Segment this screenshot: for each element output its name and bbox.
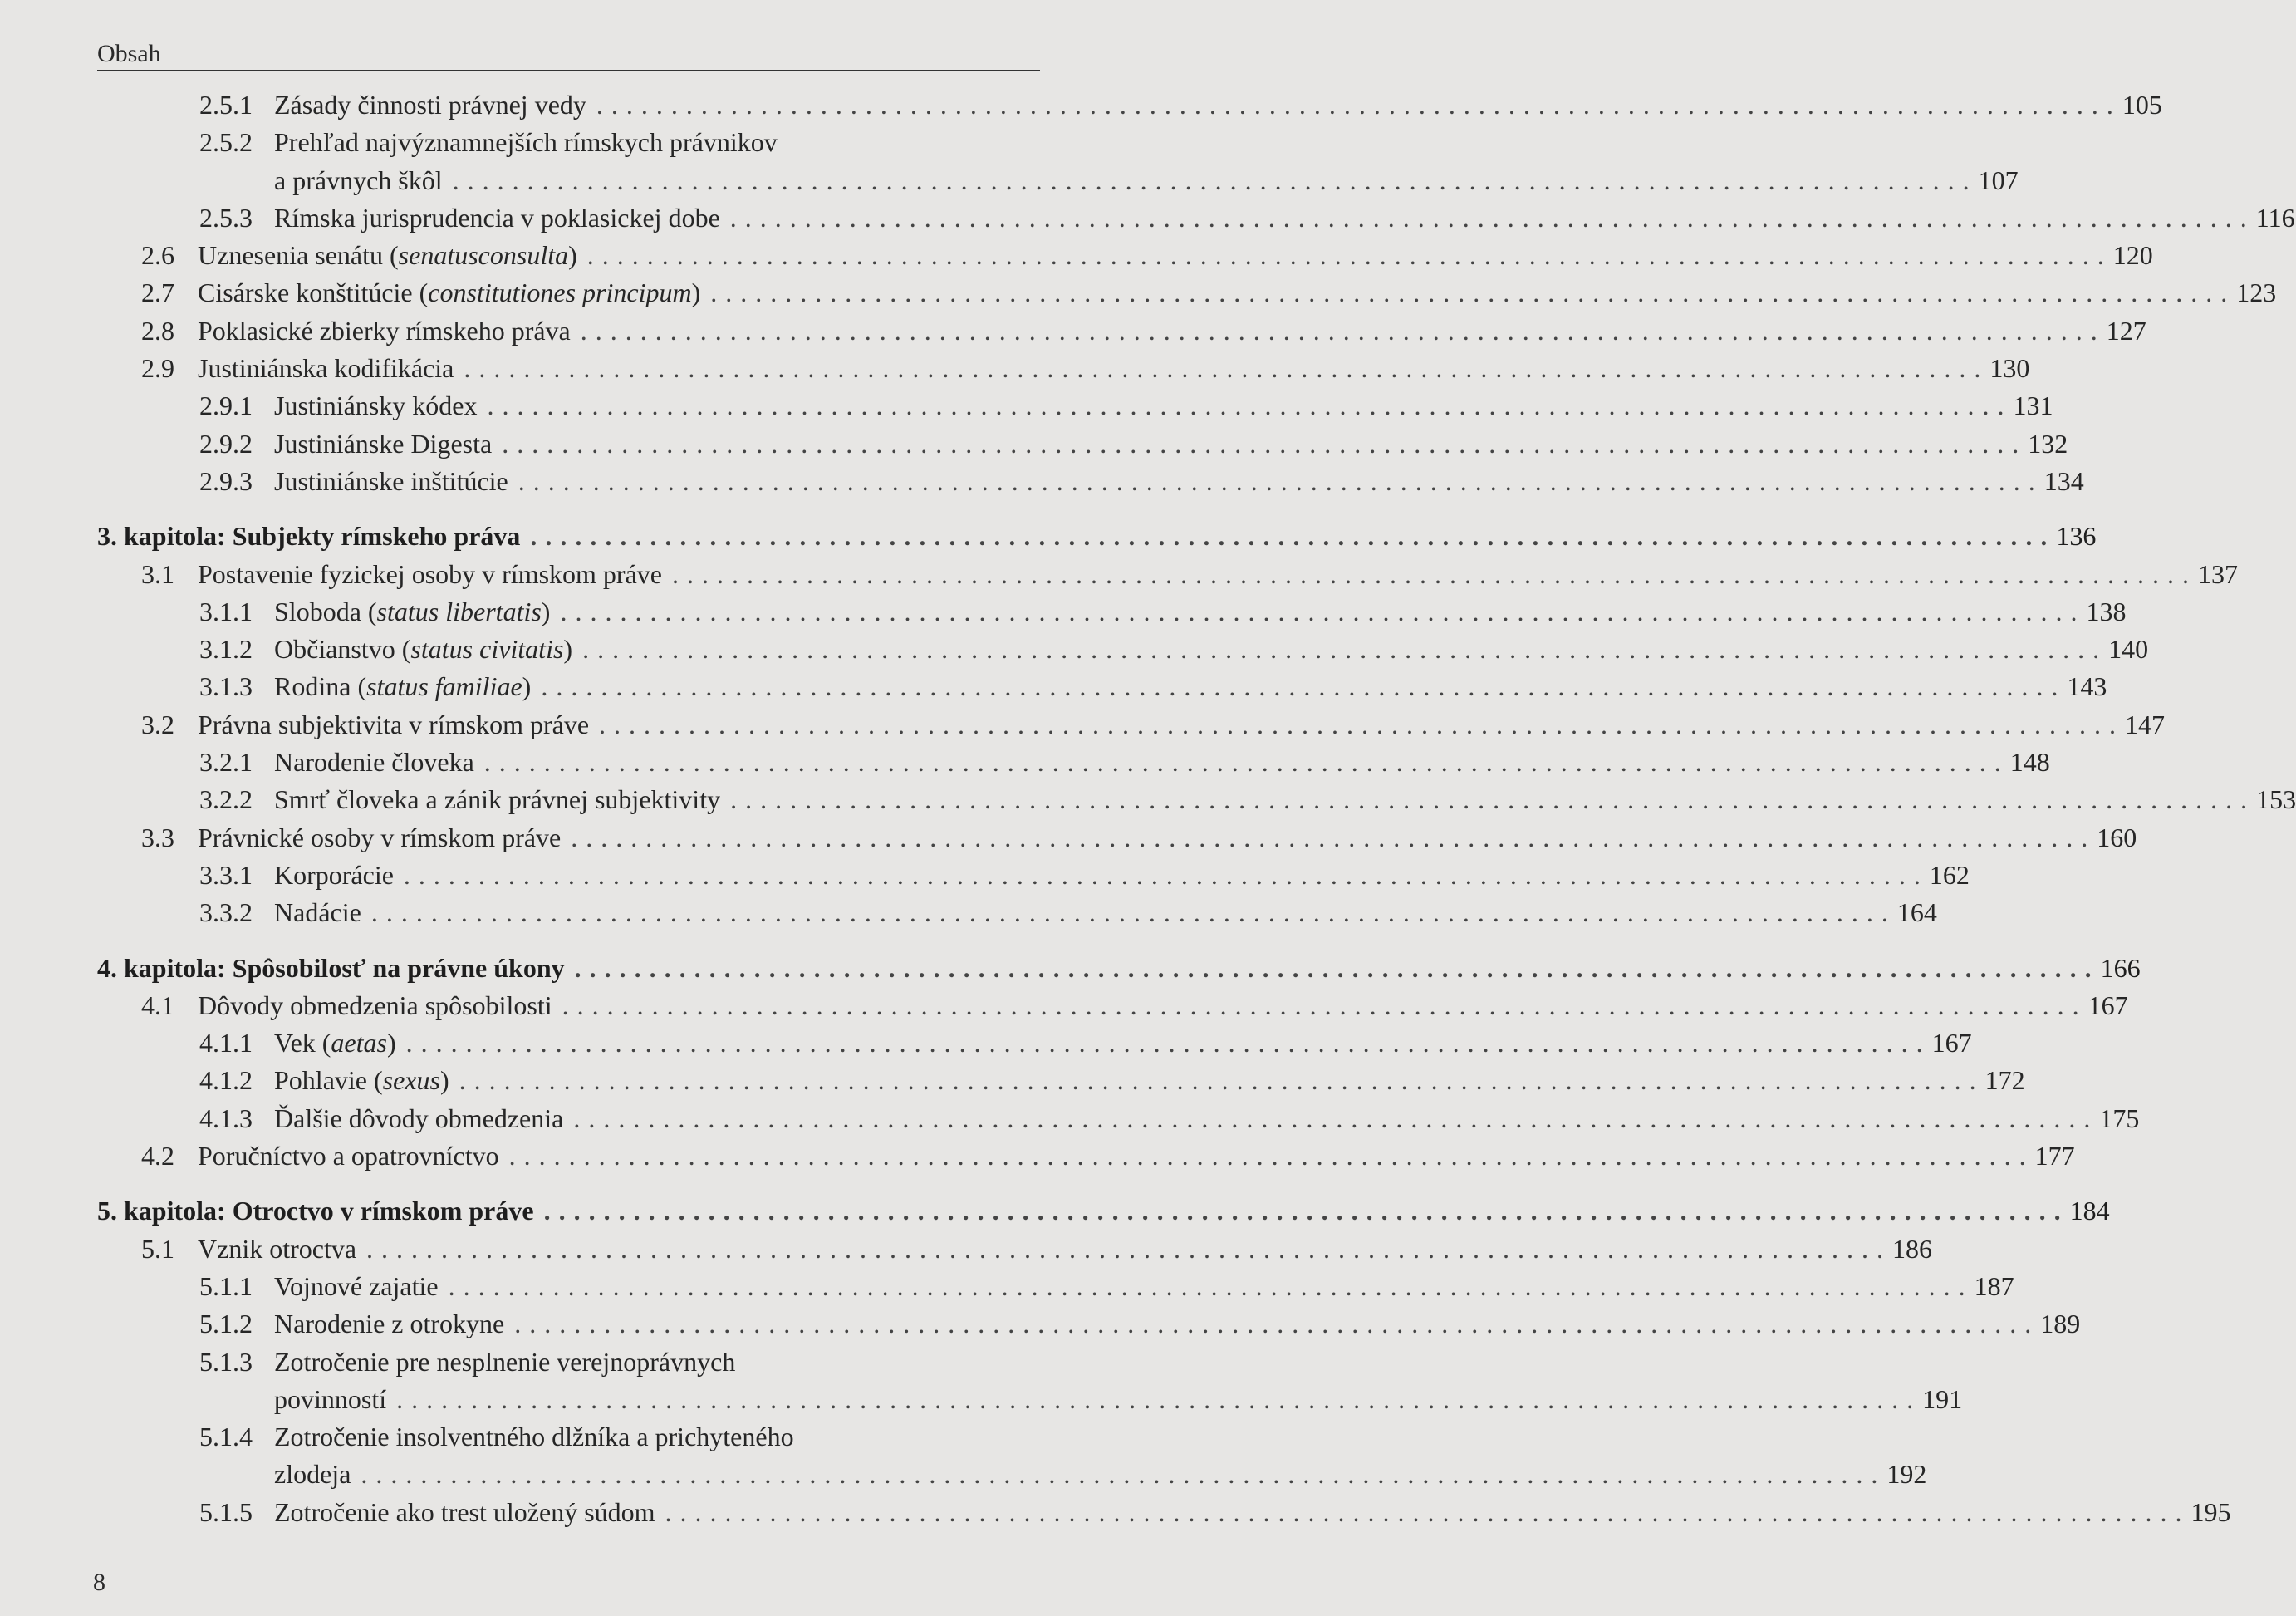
entry-title bbox=[198, 706, 589, 744]
latin-term: status civitatis bbox=[410, 634, 564, 665]
page-reference: 147 bbox=[2125, 709, 2166, 739]
entry-title bbox=[274, 86, 586, 124]
toc-entry[interactable] bbox=[0, 668, 2107, 705]
entry-title bbox=[274, 1343, 735, 1381]
entry-title-text: ) bbox=[563, 634, 573, 665]
latin-term: status familiae bbox=[366, 671, 522, 702]
toc-entry[interactable] bbox=[0, 86, 2162, 124]
entry-title bbox=[274, 162, 443, 199]
section-number: 5.1.1 bbox=[199, 1270, 253, 1301]
page-reference: 187 bbox=[1974, 1270, 2014, 1301]
toc-entry[interactable] bbox=[0, 1062, 2025, 1099]
section-number: 4.2 bbox=[141, 1141, 174, 1171]
header-rule bbox=[97, 70, 1040, 71]
entry-title-text: ) bbox=[439, 1065, 449, 1096]
chapter-gap bbox=[0, 1175, 1081, 1192]
section-number: 2.7 bbox=[141, 278, 174, 308]
entry-title-text: Narodenie človeka bbox=[274, 747, 474, 778]
entry-title-text: 4. kapitola: Spôsobilosť na právne úkony bbox=[97, 952, 565, 983]
entry-title bbox=[198, 819, 561, 857]
entry-title bbox=[274, 744, 474, 781]
toc-entry[interactable] bbox=[0, 124, 2019, 199]
page-reference: 143 bbox=[2067, 671, 2107, 702]
entry-title bbox=[274, 199, 720, 237]
page-reference: 127 bbox=[2106, 315, 2146, 346]
dot-leader: . . . . . . . . . . . . . . . . . . . . . . . . . . . . . . . . . . . . . . . . . . . . . . . . . . . . . . . . . . . . . . . . . . . . . . . . . . . . . . . . . . . . . . . . . . . . . . . . . . . . . . bbox=[582, 634, 2101, 665]
page-reference: 162 bbox=[1929, 859, 1970, 890]
entry-title bbox=[274, 1305, 504, 1343]
entry-title bbox=[274, 1381, 386, 1418]
latin-term: aetas bbox=[331, 1028, 387, 1059]
entry-title-text: Vek ( bbox=[274, 1028, 331, 1059]
toc-entry[interactable] bbox=[0, 463, 2084, 500]
dot-leader: . . . . . . . . . . . . . . . . . . . . . . . . . . . . . . . . . . . . . . . . . . . . . . . . . . . . . . . . . . . . . . . . . . . . . . . . . . . . . . . . . . . . . . . . . . . . . . . . . . . . . . bbox=[541, 671, 2059, 702]
section-number: 2.9.3 bbox=[199, 465, 253, 496]
entry-title-text: Poklasické zbierky rímskeho práva bbox=[198, 315, 571, 346]
entry-title bbox=[198, 987, 552, 1024]
section-number: 2.9.2 bbox=[199, 428, 253, 459]
entry-title bbox=[97, 518, 520, 555]
section-number: 3.2.2 bbox=[199, 784, 253, 815]
running-head: Obsah bbox=[97, 40, 161, 67]
entry-title bbox=[198, 556, 662, 593]
entry-title bbox=[274, 1062, 449, 1099]
entry-title bbox=[198, 1137, 499, 1175]
entry-title bbox=[274, 631, 572, 668]
chapter-gap bbox=[0, 932, 1081, 950]
page-reference: 167 bbox=[1931, 1028, 1972, 1059]
entry-title-text: 5. kapitola: Otroctvo v rímskom práve bbox=[97, 1196, 534, 1226]
dot-leader: . . . . . . . . . . . . . . . . . . . . . . . . . . . . . . . . . . . . . . . . . . . . . . . . . . . . . . . . . . . . . . . . . . . . . . . . . . . . . . . . . . . . . . . . . . . . . . . . . . . . . . bbox=[514, 1309, 2033, 1339]
toc-entry[interactable] bbox=[0, 593, 2127, 631]
section-number: 2.5.3 bbox=[199, 202, 253, 233]
toc-entry[interactable] bbox=[0, 1230, 1933, 1268]
page-reference: 138 bbox=[2086, 596, 2127, 626]
dot-leader: . . . . . . . . . . . . . . . . . . . . . . . . . . . . . . . . . . . . . . . . . . . . . . . . . . . . . . . . . . . . . . . . . . . . . . . . . . . . . . . . . . . . . . . . . . . . . . . . . . . . . . bbox=[543, 1196, 2062, 1226]
entry-title bbox=[274, 1100, 563, 1137]
entry-title-text: Poručníctvo a opatrovníctvo bbox=[198, 1141, 499, 1171]
section-number: 5.1.5 bbox=[199, 1496, 253, 1527]
section-number: 2.6 bbox=[141, 240, 174, 271]
toc-entry[interactable] bbox=[0, 1100, 2140, 1137]
section-number: 4.1 bbox=[141, 990, 174, 1020]
toc-entry[interactable] bbox=[0, 894, 1937, 931]
page-reference: 140 bbox=[2108, 634, 2149, 665]
entry-title bbox=[274, 857, 394, 894]
toc-entry[interactable] bbox=[0, 706, 2166, 744]
toc-entry[interactable] bbox=[0, 631, 2149, 668]
entry-title bbox=[274, 593, 550, 631]
entry-title bbox=[274, 1268, 439, 1305]
page-reference: 192 bbox=[1886, 1459, 1927, 1490]
toc-entry[interactable] bbox=[0, 744, 2050, 781]
section-number: 2.5.1 bbox=[199, 90, 253, 120]
entry-title-text: Právna subjektivita v rímskom práve bbox=[198, 709, 590, 739]
latin-term: sexus bbox=[382, 1065, 440, 1096]
dot-leader: . . . . . . . . . . . . . . . . . . . . . . . . . . . . . . . . . . . . . . . . . . . . . . . . . . . . . . . . . . . . . . . . . . . . . . . . . . . . . . . . . . . . . . . . . . . . . . . . . . . . . . bbox=[560, 596, 2078, 626]
page-reference: 148 bbox=[2009, 747, 2050, 778]
toc-entry[interactable] bbox=[0, 1137, 2075, 1175]
latin-term: constitutiones principum bbox=[428, 278, 692, 308]
page-reference: 191 bbox=[1922, 1383, 1963, 1414]
dot-leader: . . . . . . . . . . . . . . . . . . . . . . . . . . . . . . . . . . . . . . . . . . . . . . . . . . . . . . . . . . . . . . . . . . . . . . . . . . . . . . . . . . . . . . . . . . . . . . . . . . . . . . bbox=[665, 1496, 2183, 1527]
entry-title-text: Zotročenie insolventného dlžníka a prichyteného bbox=[274, 1422, 794, 1452]
entry-title bbox=[274, 463, 508, 500]
entry-title bbox=[198, 312, 571, 350]
page-reference: 164 bbox=[1896, 897, 1937, 928]
section-number: 2.5.2 bbox=[199, 127, 253, 158]
section-number: 3.2.1 bbox=[199, 747, 253, 778]
page-reference: 184 bbox=[2069, 1196, 2110, 1226]
entry-title-text: Sloboda ( bbox=[274, 596, 377, 626]
toc-entry[interactable] bbox=[0, 857, 1970, 894]
page-reference: 116 bbox=[2255, 202, 2295, 233]
section-number: 5.1.3 bbox=[199, 1346, 253, 1377]
entry-title-text: Rodina ( bbox=[274, 671, 367, 702]
toc-chapter-entry[interactable] bbox=[0, 518, 2097, 555]
section-number: 2.9.1 bbox=[199, 390, 253, 421]
section-number: 2.8 bbox=[141, 315, 174, 346]
entry-title bbox=[274, 781, 720, 818]
dot-leader: . . . . . . . . . . . . . . . . . . . . . . . . . . . . . . . . . . . . . . . . . . . . . . . . . . . . . . . . . . . . . . . . . . . . . . . . . . . . . . . . . . . . . . . . . . . . . . . . . . . . . . bbox=[596, 90, 2114, 120]
page-reference: 172 bbox=[1984, 1065, 2025, 1096]
section-number: 5.1.2 bbox=[199, 1309, 253, 1339]
entry-title-text: Občianstvo ( bbox=[274, 634, 411, 665]
entry-title-text: zlodeja bbox=[274, 1459, 351, 1490]
dot-leader: . . . . . . . . . . . . . . . . . . . . . . . . . . . . . . . . . . . . . . . . . . . . . . . . . . . . . . . . . . . . . . . . . . . . . . . . . . . . . . . . . . . . . . . . . . . . . . . . . . . . . . bbox=[487, 390, 2005, 421]
dot-leader: . . . . . . . . . . . . . . . . . . . . . . . . . . . . . . . . . . . . . . . . . . . . . . . . . . . . . . . . . . . . . . . . . . . . . . . . . . . . . . . . . . . . . . . . . . . . . . . . . . . . . . bbox=[574, 952, 2092, 983]
page-reference: 123 bbox=[2236, 278, 2277, 308]
dot-leader: . . . . . . . . . . . . . . . . . . . . . . . . . . . . . . . . . . . . . . . . . . . . . . . . . . . . . . . . . . . . . . . . . . . . . . . . . . . . . . . . . . . . . . . . . . . . . . . . . . . . . . bbox=[599, 709, 2117, 739]
section-number: 3.1.3 bbox=[199, 671, 253, 702]
entry-title-text: Dôvody obmedzenia spôsobilosti bbox=[198, 990, 552, 1020]
page-reference: 105 bbox=[2122, 90, 2162, 120]
page-reference: 107 bbox=[1978, 165, 2019, 195]
toc-entry[interactable] bbox=[0, 425, 2068, 463]
page-reference: 160 bbox=[2097, 822, 2137, 852]
entry-title-text: a právnych škôl bbox=[274, 165, 443, 195]
toc-entry[interactable] bbox=[0, 387, 2053, 425]
entry-title-text: Justiniánsky kódex bbox=[274, 390, 478, 421]
dot-leader: . . . . . . . . . . . . . . . . . . . . . . . . . . . . . . . . . . . . . . . . . . . . . . . . . . . . . . . . . . . . . . . . . . . . . . . . . . . . . . . . . . . . . . . . . . . . . . . . . . . . . . bbox=[366, 1233, 1885, 1264]
dot-leader: . . . . . . . . . . . . . . . . . . . . . . . . . . . . . . . . . . . . . . . . . . . . . . . . . . . . . . . . . . . . . . . . . . . . . . . . . . . . . . . . . . . . . . . . . . . . . . . . . . . . . . bbox=[586, 240, 2105, 271]
entry-title-text: Právnické osoby v rímskom práve bbox=[198, 822, 562, 852]
entry-title-text: 3. kapitola: Subjekty rímskeho práva bbox=[97, 521, 521, 552]
entry-title-text: Postavenie fyzickej osoby v rímskom práve bbox=[198, 558, 662, 589]
dot-leader: . . . . . . . . . . . . . . . . . . . . . . . . . . . . . . . . . . . . . . . . . . . . . . . . . . . . . . . . . . . . . . . . . . . . . . . . . . . . . . . . . . . . . . . . . . . . . . . . . . . . . . bbox=[562, 990, 2080, 1020]
toc-entry[interactable] bbox=[0, 1343, 1963, 1419]
section-number: 3.1.1 bbox=[199, 596, 253, 626]
entry-title-text: Narodenie z otrokyne bbox=[274, 1309, 505, 1339]
section-number: 4.1.2 bbox=[199, 1065, 253, 1096]
section-number: 5.1.4 bbox=[199, 1422, 253, 1452]
table-of-contents bbox=[0, 86, 2296, 1531]
page-reference: 177 bbox=[2034, 1141, 2075, 1171]
entry-title-text: Justiniánske Digesta bbox=[274, 428, 493, 459]
section-number: 3.3.2 bbox=[199, 897, 253, 928]
entry-title-text: Zotročenie pre nesplnenie verejnoprávnych bbox=[274, 1346, 736, 1377]
entry-title bbox=[198, 274, 700, 312]
page-reference: 131 bbox=[2013, 390, 2053, 421]
section-number: 3.1 bbox=[141, 558, 174, 589]
dot-leader: . . . . . . . . . . . . . . . . . . . . . . . . . . . . . . . . . . . . . . . . . . . . . . . . . . . . . . . . . . . . . . . . . . . . . . . . . . . . . . . . . . . . . . . . . . . . . . . . . . . . . . bbox=[573, 1103, 2092, 1133]
entry-title-text: Vojnové zajatie bbox=[274, 1270, 439, 1301]
entry-title-text: Nadácie bbox=[274, 897, 361, 928]
page-reference: 130 bbox=[1989, 353, 2030, 384]
page-reference: 134 bbox=[2043, 465, 2084, 496]
page-reference: 166 bbox=[2100, 952, 2141, 983]
entry-title-text: ) bbox=[522, 671, 532, 702]
section-number: 3.2 bbox=[141, 709, 174, 739]
dot-leader: . . . . . . . . . . . . . . . . . . . . . . . . . . . . . . . . . . . . . . . . . . . . . . . . . . . . . . . . . . . . . . . . . . . . . . . . . . . . . . . . . . . . . . . . . . . . . . . . . . . . . . bbox=[710, 278, 2229, 308]
entry-title-text: Ďalšie dôvody obmedzenia bbox=[274, 1103, 564, 1133]
entry-title-text: Uznesenia senátu ( bbox=[198, 240, 399, 271]
toc-entry[interactable] bbox=[0, 556, 2238, 593]
dot-leader: . . . . . . . . . . . . . . . . . . . . . . . . . . . . . . . . . . . . . . . . . . . . . . . . . . . . . . . . . . . . . . . . . . . . . . . . . . . . . . . . . . . . . . . . . . . . . . . . . . . . . . bbox=[571, 822, 2089, 852]
entry-title bbox=[274, 1494, 655, 1531]
entry-title bbox=[274, 124, 778, 161]
entry-title bbox=[274, 1418, 794, 1456]
entry-title-text: Smrť človeka a zánik právnej subjektivity bbox=[274, 784, 721, 815]
toc-entry[interactable] bbox=[0, 274, 2277, 312]
page-reference: 137 bbox=[2197, 558, 2238, 589]
dot-leader: . . . . . . . . . . . . . . . . . . . . . . . . . . . . . . . . . . . . . . . . . . . . . . . . . . . . . . . . . . . . . . . . . . . . . . . . . . . . . . . . . . . . . . . . . . . . . . . . . . . . . . bbox=[483, 747, 2002, 778]
dot-leader: . . . . . . . . . . . . . . . . . . . . . . . . . . . . . . . . . . . . . . . . . . . . . . . . . . . . . . . . . . . . . . . . . . . . . . . . . . . . . . . . . . . . . . . . . . . . . . . . . . . . . . bbox=[405, 1028, 1924, 1059]
page-reference: 167 bbox=[2087, 990, 2128, 1020]
page-reference: 175 bbox=[2099, 1103, 2140, 1133]
entry-title bbox=[198, 1230, 356, 1268]
page-reference: 136 bbox=[2056, 521, 2097, 552]
dot-leader: . . . . . . . . . . . . . . . . . . . . . . . . . . . . . . . . . . . . . . . . . . . . . . . . . . . . . . . . . . . . . . . . . . . . . . . . . . . . . . . . . . . . . . . . . . . . . . . . . . . . . . bbox=[729, 202, 2248, 233]
toc-entry[interactable] bbox=[0, 987, 2128, 1024]
entry-title bbox=[97, 950, 565, 987]
dot-leader: . . . . . . . . . . . . . . . . . . . . . . . . . . . . . . . . . . . . . . . . . . . . . . . . . . . . . . . . . . . . . . . . . . . . . . . . . . . . . . . . . . . . . . . . . . . . . . . . . . . . . . bbox=[448, 1270, 1966, 1301]
entry-title bbox=[97, 1192, 534, 1230]
toc-chapter-entry[interactable] bbox=[0, 1192, 2110, 1230]
entry-title-text: ) bbox=[386, 1028, 396, 1059]
toc-entry[interactable] bbox=[0, 237, 2153, 274]
dot-leader: . . . . . . . . . . . . . . . . . . . . . . . . . . . . . . . . . . . . . . . . . . . . . . . . . . . . . . . . . . . . . . . . . . . . . . . . . . . . . . . . . . . . . . . . . . . . . . . . . . . . . . bbox=[403, 859, 1921, 890]
toc-entry[interactable] bbox=[0, 819, 2137, 857]
entry-title bbox=[198, 237, 577, 274]
page-reference: 186 bbox=[1892, 1233, 1933, 1264]
dot-leader: . . . . . . . . . . . . . . . . . . . . . . . . . . . . . . . . . . . . . . . . . . . . . . . . . . . . . . . . . . . . . . . . . . . . . . . . . . . . . . . . . . . . . . . . . . . . . . . . . . . . . . bbox=[396, 1383, 1915, 1414]
entry-title-text: Cisárske konštitúcie ( bbox=[198, 278, 429, 308]
dot-leader: . . . . . . . . . . . . . . . . . . . . . . . . . . . . . . . . . . . . . . . . . . . . . . . . . . . . . . . . . . . . . . . . . . . . . . . . . . . . . . . . . . . . . . . . . . . . . . . . . . . . . . bbox=[502, 428, 2020, 459]
toc-entry[interactable] bbox=[0, 1268, 2014, 1305]
entry-title-text: Zotročenie ako trest uložený súdom bbox=[274, 1496, 655, 1527]
dot-leader: . . . . . . . . . . . . . . . . . . . . . . . . . . . . . . . . . . . . . . . . . . . . . . . . . . . . . . . . . . . . . . . . . . . . . . . . . . . . . . . . . . . . . . . . . . . . . . . . . . . . . . bbox=[464, 353, 1982, 384]
section-number: 3.3.1 bbox=[199, 859, 253, 890]
entry-title bbox=[198, 350, 454, 387]
toc-entry[interactable] bbox=[0, 199, 2295, 237]
toc-entry[interactable] bbox=[0, 1305, 2081, 1343]
entry-title-text: povinností bbox=[274, 1383, 387, 1414]
entry-title bbox=[274, 894, 361, 931]
dot-leader: . . . . . . . . . . . . . . . . . . . . . . . . . . . . . . . . . . . . . . . . . . . . . . . . . . . . . . . . . . . . . . . . . . . . . . . . . . . . . . . . . . . . . . . . . . . . . . . . . . . . . . bbox=[730, 784, 2249, 815]
toc-entry[interactable] bbox=[0, 1418, 1927, 1494]
toc-chapter-entry[interactable] bbox=[0, 950, 2141, 987]
entry-title-text: ) bbox=[691, 278, 701, 308]
section-number: 3.1.2 bbox=[199, 634, 253, 665]
entry-title bbox=[274, 387, 477, 425]
entry-title bbox=[274, 668, 531, 705]
entry-title-text: ) bbox=[541, 596, 551, 626]
toc-entry[interactable] bbox=[0, 781, 2296, 818]
section-number: 2.9 bbox=[141, 353, 174, 384]
section-number: 4.1.3 bbox=[199, 1103, 253, 1133]
entry-title-text: Pohlavie ( bbox=[274, 1065, 383, 1096]
entry-title bbox=[274, 1456, 351, 1493]
toc-entry[interactable] bbox=[0, 312, 2146, 350]
dot-leader: . . . . . . . . . . . . . . . . . . . . . . . . . . . . . . . . . . . . . . . . . . . . . . . . . . . . . . . . . . . . . . . . . . . . . . . . . . . . . . . . . . . . . . . . . . . . . . . . . . . . . . bbox=[671, 558, 2190, 589]
dot-leader: . . . . . . . . . . . . . . . . . . . . . . . . . . . . . . . . . . . . . . . . . . . . . . . . . . . . . . . . . . . . . . . . . . . . . . . . . . . . . . . . . . . . . . . . . . . . . . . . . . . . . . bbox=[370, 897, 1889, 928]
dot-leader: . . . . . . . . . . . . . . . . . . . . . . . . . . . . . . . . . . . . . . . . . . . . . . . . . . . . . . . . . . . . . . . . . . . . . . . . . . . . . . . . . . . . . . . . . . . . . . . . . . . . . . bbox=[361, 1459, 1879, 1490]
entry-title bbox=[274, 1024, 396, 1062]
entry-title-text: Rímska jurisprudencia v poklasickej dobe bbox=[274, 202, 720, 233]
section-number: 4.1.1 bbox=[199, 1028, 253, 1059]
entry-title-text: ) bbox=[568, 240, 577, 271]
latin-term: senatusconsulta bbox=[398, 240, 569, 271]
page-number: 8 bbox=[93, 1569, 105, 1596]
entry-title-text: Korporácie bbox=[274, 859, 394, 890]
toc-entry[interactable] bbox=[0, 1024, 1972, 1062]
page-reference: 120 bbox=[2112, 240, 2153, 271]
dot-leader: . . . . . . . . . . . . . . . . . . . . . . . . . . . . . . . . . . . . . . . . . . . . . . . . . . . . . . . . . . . . . . . . . . . . . . . . . . . . . . . . . . . . . . . . . . . . . . . . . . . . . . bbox=[530, 521, 2048, 552]
page-reference: 195 bbox=[2191, 1496, 2231, 1527]
entry-title-text: Vznik otroctva bbox=[198, 1233, 357, 1264]
entry-title-text: Justiniánska kodifikácia bbox=[198, 353, 454, 384]
dot-leader: . . . . . . . . . . . . . . . . . . . . . . . . . . . . . . . . . . . . . . . . . . . . . . . . . . . . . . . . . . . . . . . . . . . . . . . . . . . . . . . . . . . . . . . . . . . . . . . . . . . . . . bbox=[459, 1065, 1977, 1096]
section-number: 3.3 bbox=[141, 822, 174, 852]
toc-entry[interactable] bbox=[0, 350, 2030, 387]
page-reference: 189 bbox=[2040, 1309, 2081, 1339]
dot-leader: . . . . . . . . . . . . . . . . . . . . . . . . . . . . . . . . . . . . . . . . . . . . . . . . . . . . . . . . . . . . . . . . . . . . . . . . . . . . . . . . . . . . . . . . . . . . . . . . . . . . . . bbox=[508, 1141, 2027, 1171]
toc-entry[interactable] bbox=[0, 1494, 2231, 1531]
chapter-gap bbox=[0, 500, 1081, 518]
page-reference: 132 bbox=[2028, 428, 2068, 459]
dot-leader: . . . . . . . . . . . . . . . . . . . . . . . . . . . . . . . . . . . . . . . . . . . . . . . . . . . . . . . . . . . . . . . . . . . . . . . . . . . . . . . . . . . . . . . . . . . . . . . . . . . . . . bbox=[452, 165, 1970, 195]
entry-title bbox=[274, 425, 492, 463]
dot-leader: . . . . . . . . . . . . . . . . . . . . . . . . . . . . . . . . . . . . . . . . . . . . . . . . . . . . . . . . . . . . . . . . . . . . . . . . . . . . . . . . . . . . . . . . . . . . . . . . . . . . . . bbox=[580, 315, 2098, 346]
section-number: 5.1 bbox=[141, 1233, 174, 1264]
latin-term: status libertatis bbox=[376, 596, 542, 626]
entry-title-text: Zásady činnosti právnej vedy bbox=[274, 90, 586, 120]
page-reference: 153 bbox=[2256, 784, 2296, 815]
entry-title-text: Justiniánske inštitúcie bbox=[274, 465, 508, 496]
dot-leader: . . . . . . . . . . . . . . . . . . . . . . . . . . . . . . . . . . . . . . . . . . . . . . . . . . . . . . . . . . . . . . . . . . . . . . . . . . . . . . . . . . . . . . . . . . . . . . . . . . . . . . bbox=[518, 465, 2036, 496]
entry-title-text: Prehľad najvýznamnejších rímskych právnikov bbox=[274, 127, 778, 158]
